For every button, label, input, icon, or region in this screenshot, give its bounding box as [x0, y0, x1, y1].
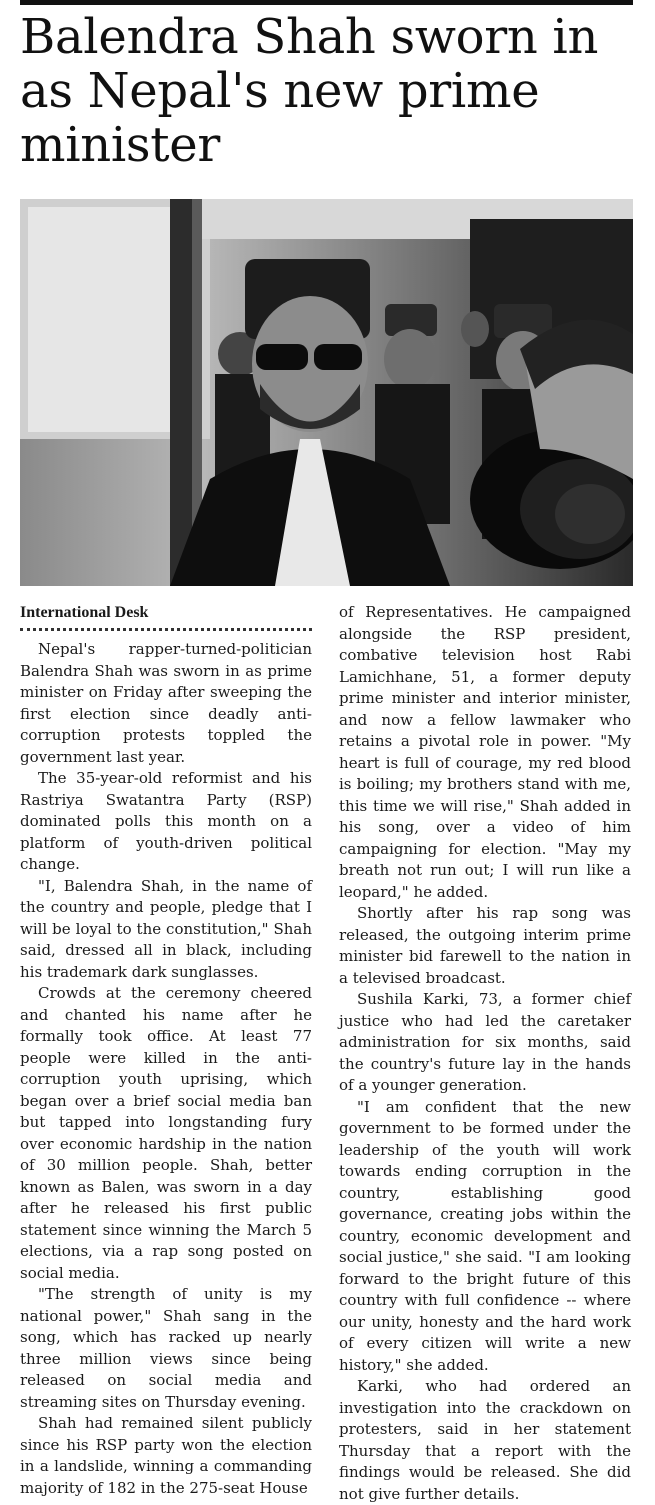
paragraph: Karki, who had ordered an investigation into the crackdown on protesters, said in her statement Thursday that a report with the findings would be released. She did not give further details.: [339, 1377, 631, 1503]
article-column-left: [20, 602, 312, 1499]
paragraph: of Representatives. He campaigned alongside the RSP president, combative television host Rabi Lamichhane, 51, a former deputy prime minister and interior minister, and now a fellow lawmaker who retains a pivotal role in power. "My heart is full of courage, my red blood is boiling; my brothers stand with me, this time we will rise," Shah added in his song, over a video of him campaigning for election. "May my breath not run out; I will run like a leopard," he added.: [339, 603, 631, 901]
paragraph: "I, Balendra Shah, in the name of the country and people, pledge that I will be loyal to the constitution," Shah said, dressed all in black, including his trademark dark sunglasses.: [20, 876, 312, 981]
headline: Balendra Shah sworn in as Nepal's new prime minister: [20, 9, 599, 173]
paragraph: Nepal's rapper-turned-politician Balendra Shah was sworn in as prime minister on Friday after sweeping the first election since deadly anti-corruption protests toppled the government last year.: [20, 640, 312, 766]
news-photo: [20, 199, 633, 586]
paragraph: Sushila Karki, 73, a former chief justice who had led the caretaker administration for six months, said the country's future lay in the hands of a younger generation.: [339, 990, 631, 1094]
top-rule: [20, 0, 633, 5]
desk-byline: International Desk: [20, 602, 312, 631]
paragraph: "The strength of unity is my national power," Shah sang in the song, which has racked up nearly three million views since being released on social media and streaming sites on Thursday evening.: [20, 1285, 312, 1411]
paragraph: Shortly after his rap song was released, the outgoing interim prime minister bid farewell to the nation in a televised broadcast.: [339, 904, 631, 987]
paragraph: "I am confident that the new government to be formed under the leadership of the youth will work towards ending corruption in the country, establishing good governance, creating jobs within the country, economic development and social justice," she said. "I am looking forward to the bright future of this country with full confidence -- where our unity, honesty and the hard work of every citizen will write a new history," she added.: [339, 1097, 631, 1374]
paragraph: Shah had remained silent publicly since his RSP party won the election in a landslide, winning a commanding majority of 182 in the 275-seat House: [20, 1414, 312, 1497]
paragraph: The 35-year-old reformist and his Rastriya Swatantra Party (RSP) dominated polls this month on a platform of youth-driven political change.: [20, 769, 312, 873]
article-column-right: [339, 602, 631, 1505]
photo-illustration: [20, 199, 633, 586]
paragraph: Crowds at the ceremony cheered and chanted his name after he formally took office. At least 77 people were killed in the anti-corruption youth uprising, which began over a brief social media ban but tapped into longstanding fury over economic hardship in the nation of 30 million people. Shah, better known as Balen, was sworn in a day after he released his first public statement since winning the March 5 elections, via a rap song posted on social media.: [20, 984, 312, 1282]
